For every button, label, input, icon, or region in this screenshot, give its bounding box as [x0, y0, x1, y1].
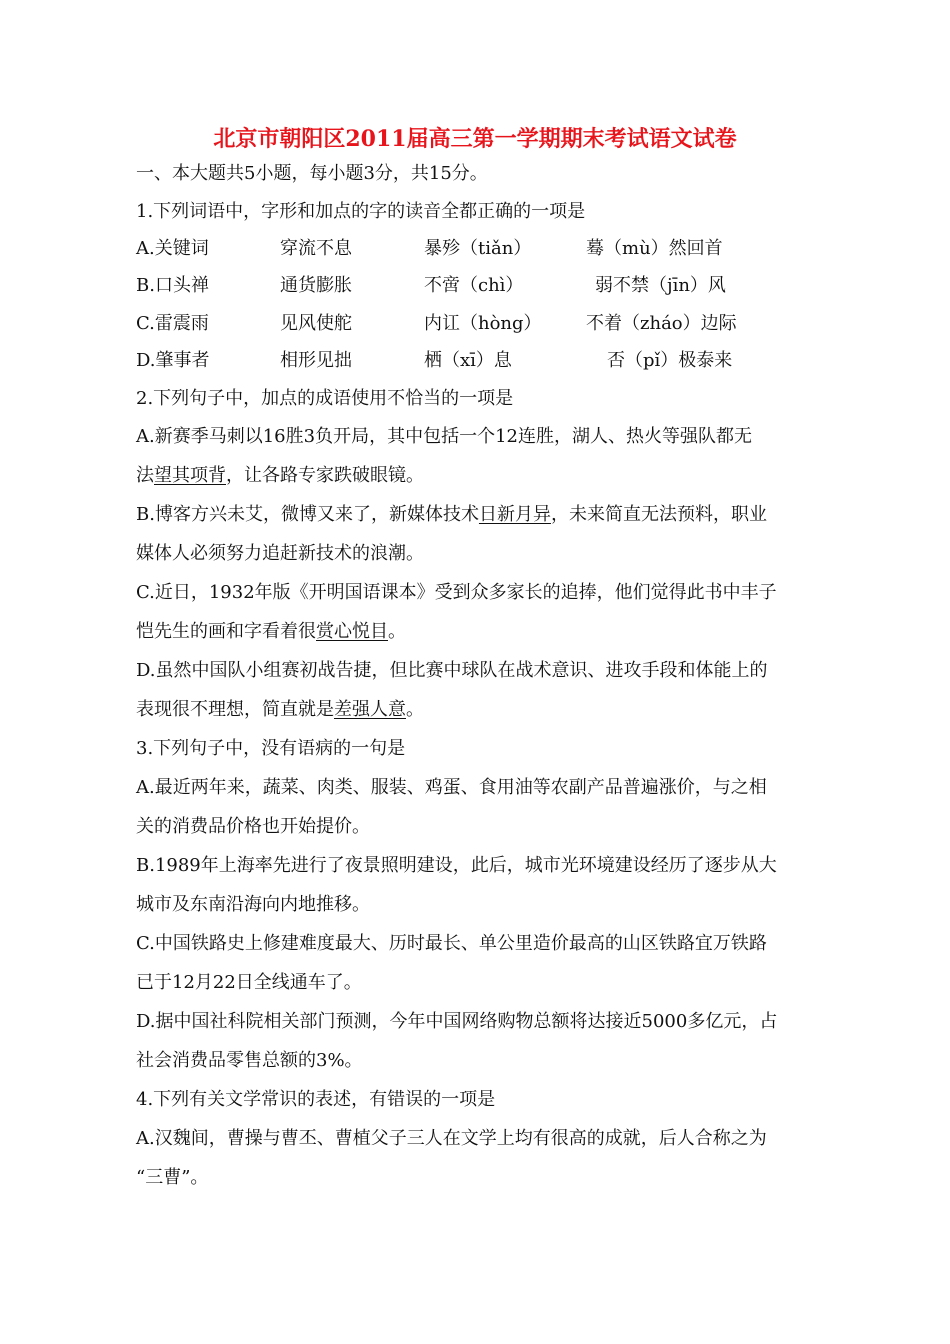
- q1-option-b: [136, 274, 816, 298]
- q2-d-idiom: 差强人意: [334, 699, 406, 720]
- q2-option-b-line1: [136, 503, 767, 527]
- question-3-stem: 3.下列句子中，没有语病的一句是: [136, 738, 406, 759]
- q2-option-c-line1: C.近日，1932年版《开明国语课本》受到众多家长的追捧，他们觉得此书中丰子: [136, 582, 777, 603]
- q1-d-col3: 栖（xī）息: [424, 350, 512, 371]
- exam-title: 北京市朝阳区2011届高三第一学期期末考试语文试卷: [213, 126, 737, 152]
- q3-option-b-line1: B.1989年上海率先进行了夜景照明建设，此后，城市光环境建设经历了逐步从大: [136, 855, 777, 876]
- q3-option-c-line1: C.中国铁路史上修建难度最大、历时最长、单公里造价最高的山区铁路宜万铁路: [136, 933, 767, 954]
- q2-c-text-end: 。: [388, 621, 406, 642]
- q1-option-a: [136, 237, 816, 261]
- q2-b-text: B.博客方兴未艾，微博又来了，新媒体技术: [136, 504, 479, 525]
- q2-d-text-end: 。: [406, 699, 424, 720]
- q1-a-col1: A.关键词: [136, 238, 209, 259]
- question-2-stem: 2.下列句子中，加点的成语使用不恰当的一项是: [136, 388, 514, 409]
- section-heading: 一、本大题共5小题，每小题3分，共15分。: [136, 163, 488, 184]
- q3-option-d-line2: 社会消费品零售总额的3%。: [136, 1050, 363, 1071]
- q2-option-d-line2: [136, 698, 424, 722]
- q1-c-col1: C.雷震雨: [136, 313, 209, 334]
- q2-b-text-end: ，未来简直无法预料，职业: [550, 504, 767, 525]
- q3-option-d-line1: D.据中国社科院相关部门预测，今年中国网络购物总额将达接近5000多亿元，占: [136, 1011, 778, 1032]
- q1-b-col4: 弱不禁（jīn）风: [595, 275, 726, 296]
- q1-c-col2: 见风使舵: [280, 313, 352, 334]
- q2-d-text: 表现很不理想，简直就是: [136, 699, 334, 720]
- q3-option-b-line2: 城市及东南沿海向内地推移。: [136, 894, 370, 915]
- q1-c-col4: 不着（zháo）边际: [586, 313, 737, 334]
- q3-option-c-line2: 已于12月22日全线通车了。: [136, 972, 362, 993]
- q1-option-c: [136, 312, 816, 336]
- q4-option-a-line1: A.汉魏间，曹操与曹丕、曹植父子三人在文学上均有很高的成就，后人合称之为: [136, 1128, 767, 1149]
- q2-option-a-line2: [136, 464, 424, 488]
- q1-d-col1: D.肇事者: [136, 350, 210, 371]
- q1-a-col2: 穿流不息: [280, 238, 352, 259]
- q2-c-text: 恺先生的画和字看着很: [136, 621, 316, 642]
- q3-option-a-line2: 关的消费品价格也开始提价。: [136, 816, 370, 837]
- q1-c-col3: 内讧（hòng）: [424, 313, 542, 334]
- q2-option-b-line2: 媒体人必须努力追赶新技术的浪潮。: [136, 543, 424, 564]
- q2-a-text: 法: [136, 465, 154, 486]
- q2-a-idiom: 望其项背: [154, 465, 226, 486]
- q1-a-col3: 暴殄（tiǎn）: [424, 238, 532, 259]
- q2-option-a-line1: A.新赛季马刺以16胜3负开局，其中包括一个12连胜，湖人、热火等强队都无: [136, 426, 752, 447]
- q1-b-col1: B.口头禅: [136, 275, 209, 296]
- q2-a-text-end: ，让各路专家跌破眼镜。: [226, 465, 424, 486]
- q1-b-col2: 通货膨胀: [280, 275, 352, 296]
- q2-c-idiom: 赏心悦目: [316, 621, 388, 642]
- q1-d-col4: 否（pǐ）极泰来: [607, 350, 733, 371]
- q1-b-col3: 不啻（chì）: [424, 275, 524, 296]
- q1-option-d: [136, 349, 816, 373]
- q1-d-col2: 相形见拙: [280, 350, 352, 371]
- q2-b-idiom: 日新月异: [478, 504, 551, 525]
- q4-option-a-line2: “三曹”。: [136, 1167, 209, 1188]
- q2-option-d-line1: D.虽然中国队小组赛初战告捷，但比赛中球队在战术意识、进攻手段和体能上的: [136, 660, 768, 681]
- q1-a-col4: 蓦（mù）然回首: [586, 238, 723, 259]
- q2-option-c-line2: [136, 620, 406, 644]
- question-1-stem: 1.下列词语中，字形和加点的字的读音全都正确的一项是: [136, 201, 586, 222]
- question-4-stem: 4.下列有关文学常识的表述，有错误的一项是: [136, 1089, 496, 1110]
- q3-option-a-line1: A.最近两年来，蔬菜、肉类、服装、鸡蛋、食用油等农副产品普遍涨价，与之相: [136, 777, 767, 798]
